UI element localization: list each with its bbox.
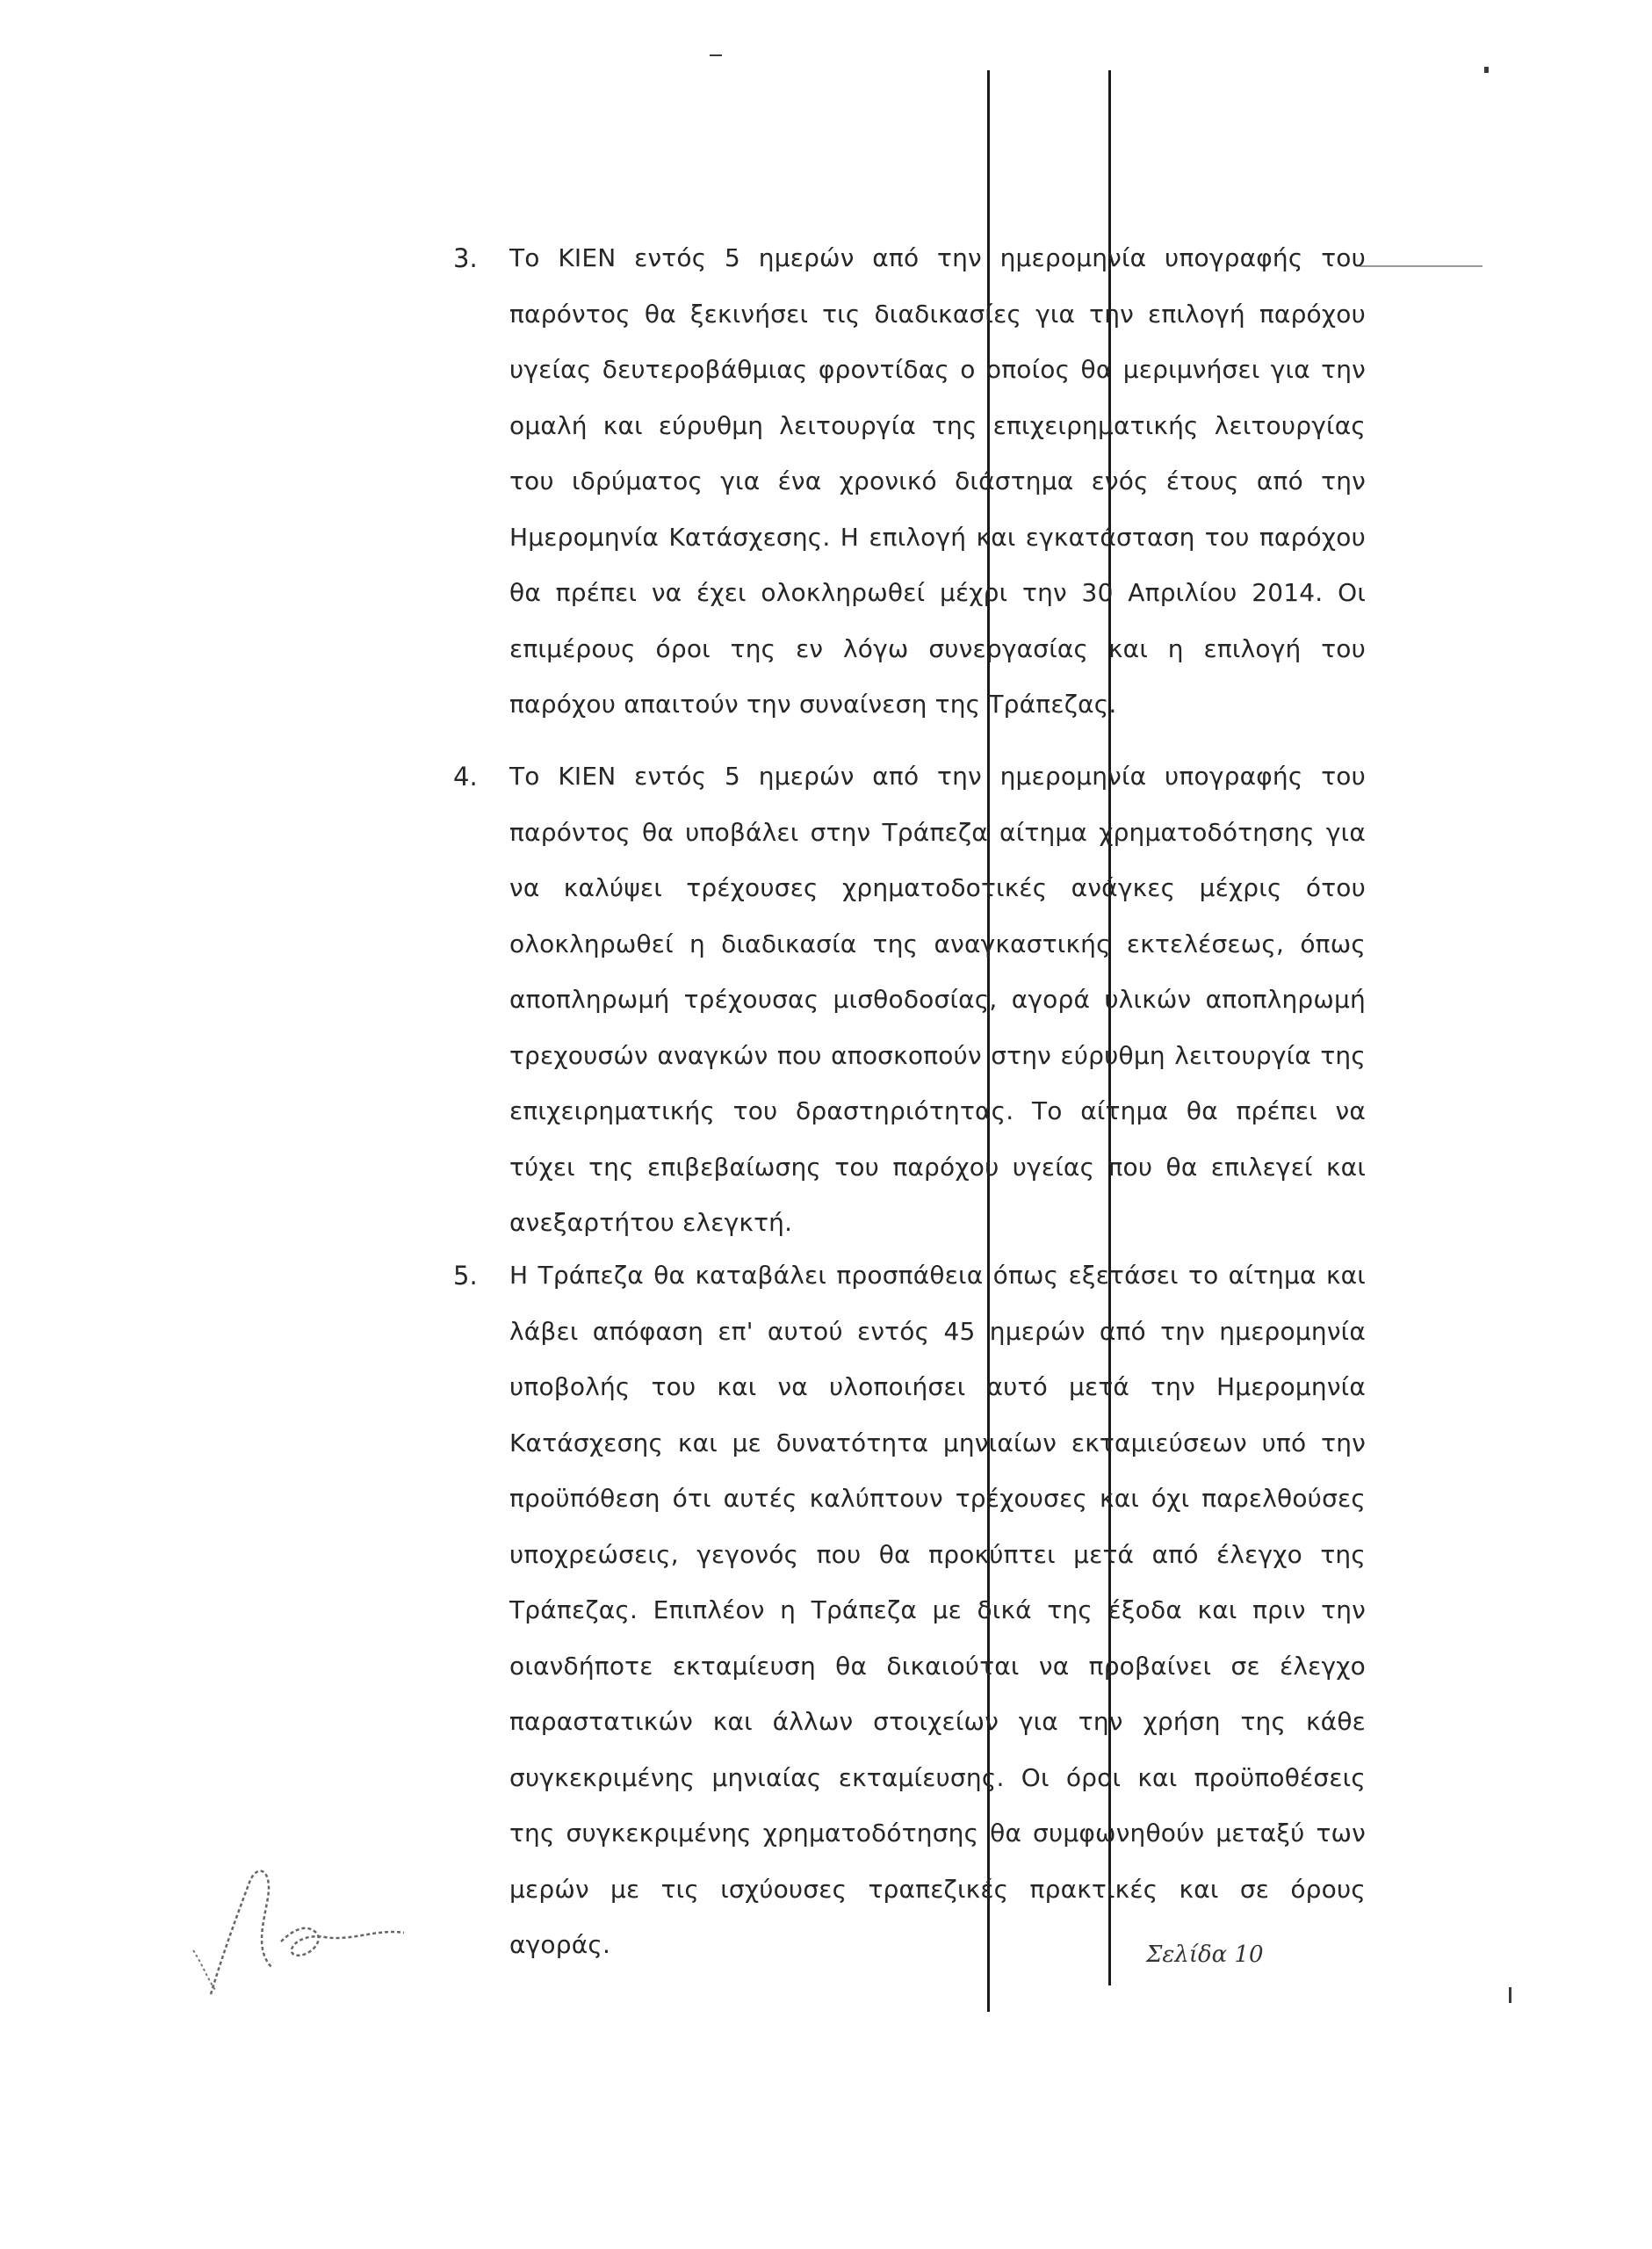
page-number: Σελίδα 10 — [1146, 1942, 1264, 1968]
clause-5 — [453, 1247, 1366, 1973]
clause-text: Το ΚΙΕΝ εντός 5 ημερών από την ημερομηνία υπογραφής του παρόντος θα υποβάλει στην Τράπεζα αίτημα χρηματοδότησης για να καλύψει τρέχουσες χρηματοδοτικές ανάγκες μέχρις ότου ολοκληρωθεί η διαδικασία της αναγκαστικής εκτελέσεως, όπως αποπληρωμή τρέχουσας μισθοδοσίας, αγορά υλικών αποπληρωμή τρεχουσών αναγκών που αποσκοπούν στην εύρυθμη λειτουργία της επιχειρηματικής του δραστηριότητας. Το αίτημα θα πρέπει να τύχει της επιβεβαίωσης του παρόχου υγείας που θα επιλεγεί και ανεξαρτήτου ελεγκτή. — [509, 762, 1366, 1237]
clause-3 — [453, 230, 1366, 733]
clause-text: Η Τράπεζα θα καταβάλει προσπάθεια όπως εξετάσει το αίτημα και λάβει απόφαση επ' αυτού εντός 45 ημερών από την ημερομηνία υποβολής του και να υλοποιήσει αυτό μετά την Ημερομηνία Κατάσχεσης και με δυνατότητα μηνιαίων εκταμιεύσεων υπό την προϋπόθεση ότι αυτές καλύπτουν τρέχουσες και όχι παρελθούσες υποχρεώσεις, γεγονός που θα προκύπτει μετά από έλεγχο της Τράπεζας. Επιπλέον η Τράπεζα με δικά της έξοδα και πριν την οιανδήποτε εκταμίευση θα δικαιούται να προβαίνει σε έλεγχο παραστατικών και άλλων στοιχείων για την χρήση της κάθε συγκεκριμένης μηνιαίας εκταμίευσης. Οι όροι και προϋποθέσεις της συγκεκριμένης χρηματοδότησης θα συμφωνηθούν μεταξύ των μερών με τις ισχύουσες τραπεζικές πρακτικές και σε όρους αγοράς. — [509, 1261, 1366, 1959]
handwritten-signature — [176, 1845, 422, 2003]
clause-number: 3. — [453, 243, 478, 273]
clause-text: Το ΚΙΕΝ εντός 5 ημερών από την ημερομηνία υπογραφής του παρόντος θα ξεκινήσει τις διαδικασίες για την επιλογή παρόχου υγείας δευτεροβάθμιας φροντίδας ο οποίος θα μεριμνήσει για την ομαλή και εύρυθμη λειτουργία της επιχειρηματικής λειτουργίας του ιδρύματος για ένα χρονικό διάστημα ενός έτους από την Ημερομηνία Κατάσχεσης. Η επιλογή και εγκατάσταση του παρόχου θα πρέπει να έχει ολοκληρωθεί μέχρι την 30 Απριλίου 2014. Οι επιμέρους όροι της εν λόγω συνεργασίας και η επιλογή του παρόχου απαιτούν την συναίνεση της Τράπεζας. — [509, 243, 1366, 719]
clause-number: 5. — [453, 1261, 478, 1291]
clause-number: 4. — [453, 762, 478, 792]
clause-4 — [453, 748, 1366, 1251]
